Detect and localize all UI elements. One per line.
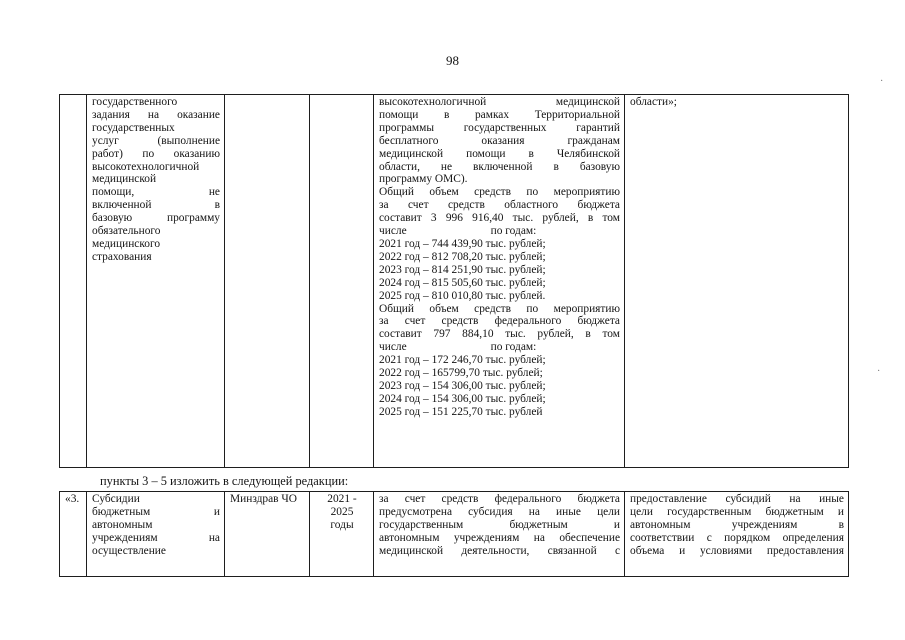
text-line: автономным	[92, 518, 153, 531]
text-line: услуг (выполнение	[92, 134, 220, 147]
text-line: бесплатного оказания гражданам	[379, 134, 620, 147]
cell-responsible	[225, 95, 310, 468]
text-fragment: по годам:	[490, 225, 537, 238]
text-line: 2025 год – 810 010,80 тыс. рублей.	[379, 289, 546, 302]
text-line: 2023 год – 814 251,90 тыс. рублей;	[379, 263, 546, 276]
text-line: объема и условиями предоставления	[630, 544, 844, 557]
text-line: за счет средств федерального бюджета	[379, 493, 620, 505]
text-line: высокотехнологичной	[92, 160, 200, 173]
text-line	[379, 341, 620, 354]
table-row	[60, 95, 849, 468]
text-line: государственных	[92, 121, 175, 134]
text-line: автономным учреждениям на обеспечение	[379, 531, 620, 544]
text-fragment: числе	[379, 225, 407, 238]
cell-measure-name	[87, 492, 225, 577]
text-line: 2022 год – 165799,70 тыс. рублей;	[379, 367, 543, 380]
cell-item-number	[60, 95, 87, 468]
text-line: составит 797 884,10 тыс. рублей, в том	[379, 328, 620, 341]
measures-table-new	[59, 491, 849, 577]
cell-responsible: Минздрав ЧО	[225, 492, 310, 577]
text-line: медицинской помощи в Челябинской	[379, 147, 620, 160]
text-line: соответствии с порядком определения	[630, 531, 844, 544]
text-line: Субсидии	[92, 493, 140, 505]
cell-item-number: «3.	[60, 492, 87, 577]
text-line: Общий объем средств по мероприятию	[379, 186, 620, 199]
text-line: 2023 год – 154 306,00 тыс. рублей;	[379, 379, 546, 392]
text-line: 2021 -	[327, 493, 357, 505]
text-line: медицинской деятельности, связанной с	[379, 544, 620, 557]
text-line: включенной в	[92, 199, 220, 212]
text-line: базовую программу	[92, 212, 220, 225]
text-line: программу ОМС).	[379, 173, 468, 186]
text-line: 2022 год – 812 708,20 тыс. рублей;	[379, 250, 546, 263]
text-line: бюджетным и	[92, 505, 220, 518]
table-row	[60, 492, 849, 577]
text-line: учреждениям на	[92, 531, 220, 544]
scan-mark: ·	[880, 76, 884, 87]
text-line: за счет средств областного бюджета	[379, 199, 620, 212]
text-line: страхования	[92, 250, 152, 263]
text-line: 2021 год – 172 246,70 тыс. рублей;	[379, 354, 546, 367]
text-fragment: по годам:	[490, 341, 537, 354]
text-line: государственным бюджетным и	[379, 518, 620, 531]
text-line: помощи в рамках Территориальной	[379, 108, 620, 121]
measures-table-continued	[59, 94, 849, 468]
text-line	[379, 225, 620, 238]
text-line: высокотехнологичной медицинской	[379, 96, 620, 108]
text-line: работ) по оказанию	[92, 147, 220, 160]
text-line: обязательного	[92, 225, 161, 238]
text-line: 2024 год – 154 306,00 тыс. рублей;	[379, 392, 546, 405]
text-line: 2025 год – 151 225,70 тыс. рублей	[379, 405, 543, 418]
text-line: за счет средств федерального бюджета	[379, 315, 620, 328]
page-number: 98	[446, 53, 459, 68]
text-line: программы государственных гарантий	[379, 121, 620, 134]
text-line: автономным учреждениям в	[630, 518, 844, 531]
cell-period	[310, 95, 374, 468]
text-line: задания на оказание	[92, 108, 220, 121]
cell-funding	[374, 492, 625, 577]
text-line: предоставление субсидий на иные	[630, 493, 844, 505]
cell-period	[310, 492, 374, 577]
text-line: годы	[330, 518, 354, 531]
text-line: 2024 год – 815 505,60 тыс. рублей;	[379, 276, 546, 289]
text-line: государственного	[92, 96, 178, 108]
cell-funding	[374, 95, 625, 468]
cell-expected-result	[625, 492, 849, 577]
text-line: медицинского	[92, 237, 161, 250]
text-line: 2021 год – 744 439,90 тыс. рублей;	[379, 237, 546, 250]
text-line: Общий объем средств по мероприятию	[379, 302, 620, 315]
text-line: осуществление	[92, 544, 166, 557]
text-line: медицинской	[92, 173, 157, 186]
text-line: цели государственным бюджетным и	[630, 505, 844, 518]
scan-mark: ·	[877, 366, 881, 377]
text-line: области, не включенной в базовую	[379, 160, 620, 173]
cell-measure-name	[87, 95, 225, 468]
cell-expected-result: области»;	[625, 95, 849, 468]
amendment-instruction: пункты 3 – 5 изложить в следующей редакции:	[100, 474, 349, 488]
text-line: составит 3 996 916,40 тыс. рублей, в том	[379, 212, 620, 225]
text-fragment: числе	[379, 341, 407, 354]
text-line: предусмотрена субсидия на иные цели	[379, 505, 620, 518]
text-line: помощи, не	[92, 186, 220, 199]
text-line: 2025	[330, 505, 354, 518]
